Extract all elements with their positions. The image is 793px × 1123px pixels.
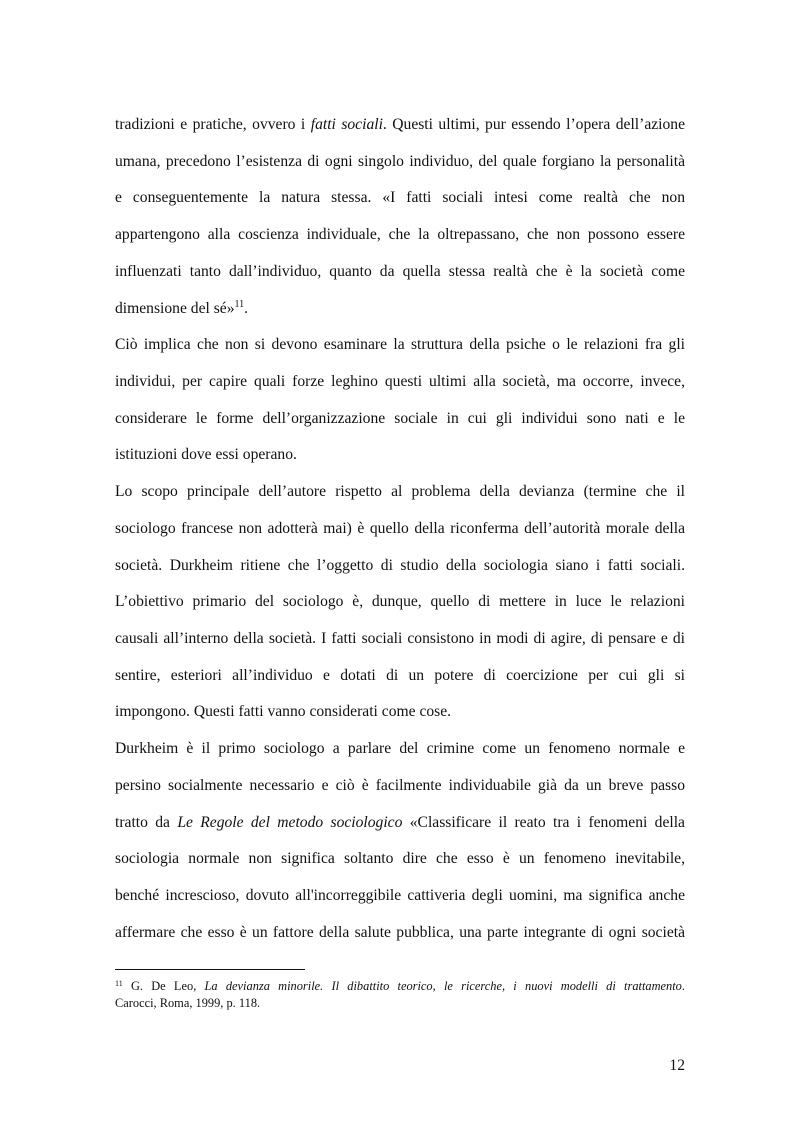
paragraph-line: Ciò implica che non si devono esaminare la struttura della psiche o le relazioni fra gli — [115, 336, 685, 353]
footnote: $^{11}$ G. De Leo, La devianza minorile. Il dibattito teorico, le ricerche, i nuovi modelli di trattamento. — [115, 979, 685, 993]
paragraph-line: L’obiettivo primario del sociologo è, dunque, quello di mettere in luce le relazioni — [115, 593, 685, 610]
paragraph-line: e conseguentemente la natura stessa. «I fatti sociali intesi come realtà che non — [115, 189, 685, 206]
paragraph-line: causali all’interno della società. I fatti sociali consistono in modi di agire, di pensare e di — [115, 630, 685, 647]
paragraph-line: istituzioni dove essi operano. — [115, 446, 297, 463]
paragraph-line: tratto da Le Regole del metodo sociologico «Classificare il reato tra i fenomeni della — [115, 814, 685, 831]
footnote-reference[interactable]: 11 — [234, 299, 245, 310]
paragraph-line: considerare le forme dell’organizzazione sociale in cui gli individui sono nati e le — [115, 410, 685, 427]
paragraph-line: impongono. Questi fatti vanno considerati come cose. — [115, 703, 452, 720]
paragraph-line: sociologo francese non adotterà mai) è quello della riconferma dell’autorità morale della — [115, 520, 685, 537]
book-title: Le Regole del metodo sociologico — [177, 814, 403, 831]
paragraph-line: persino socialmente necessario e ciò è facilmente individuabile già da un breve passo — [115, 777, 685, 794]
paragraph-line: affermare che esso è un fattore della salute pubblica, una parte integrante di ogni società — [115, 924, 685, 941]
paragraph-line: tradizioni e pratiche, ovvero i fatti sociali. Questi ultimi, pur essendo l’opera dell’azione — [115, 116, 686, 133]
paragraph-line: benché increscioso, dovuto all'incorreggibile cattiveria degli uomini, ma significa anche — [115, 887, 685, 904]
paragraph-line: appartengono alla coscienza individuale, che la oltrepassano, che non possono essere — [115, 226, 685, 243]
paragraph-line: sociologia normale non significa soltanto dire che esso è un fenomeno inevitabile, — [115, 850, 685, 867]
footnote-publisher: Carocci, Roma, 1999, p. 118. — [115, 996, 261, 1010]
page-number: 12 — [669, 1057, 685, 1074]
paragraph-line: dimensione del sé»$^{11}$. — [115, 299, 249, 317]
footnote-number: 11 — [115, 979, 123, 988]
paragraph-line: sentire, esteriori all’individuo e dotati di un potere di coercizione per cui gli si — [115, 667, 685, 684]
paragraph-line: influenzati tanto dall’individuo, quanto da quella stessa realtà che è la società come — [115, 263, 685, 280]
paragraph-line: umana, precedono l’esistenza di ogni singolo individuo, del quale forgiano la personalità — [115, 153, 685, 170]
emphasis: fatti sociali — [310, 116, 383, 133]
paragraph-line: individui, per capire quali forze leghino questi ultimi alla società, ma occorre, invece, — [115, 373, 685, 390]
paragraph-line: Lo scopo principale dell’autore rispetto al problema della devianza (termine che il — [115, 483, 685, 500]
paragraph-line: società. Durkheim ritiene che l’oggetto di studio della sociologia siano i fatti sociali. — [115, 557, 685, 574]
footnote-title: La devianza minorile. Il dibattito teorico, le ricerche, i nuovi modelli di trattamento — [204, 979, 682, 993]
paragraph-line: Durkheim è il primo sociologo a parlare del crimine come un fenomeno normale e — [115, 740, 685, 757]
footnote-divider — [115, 969, 305, 970]
